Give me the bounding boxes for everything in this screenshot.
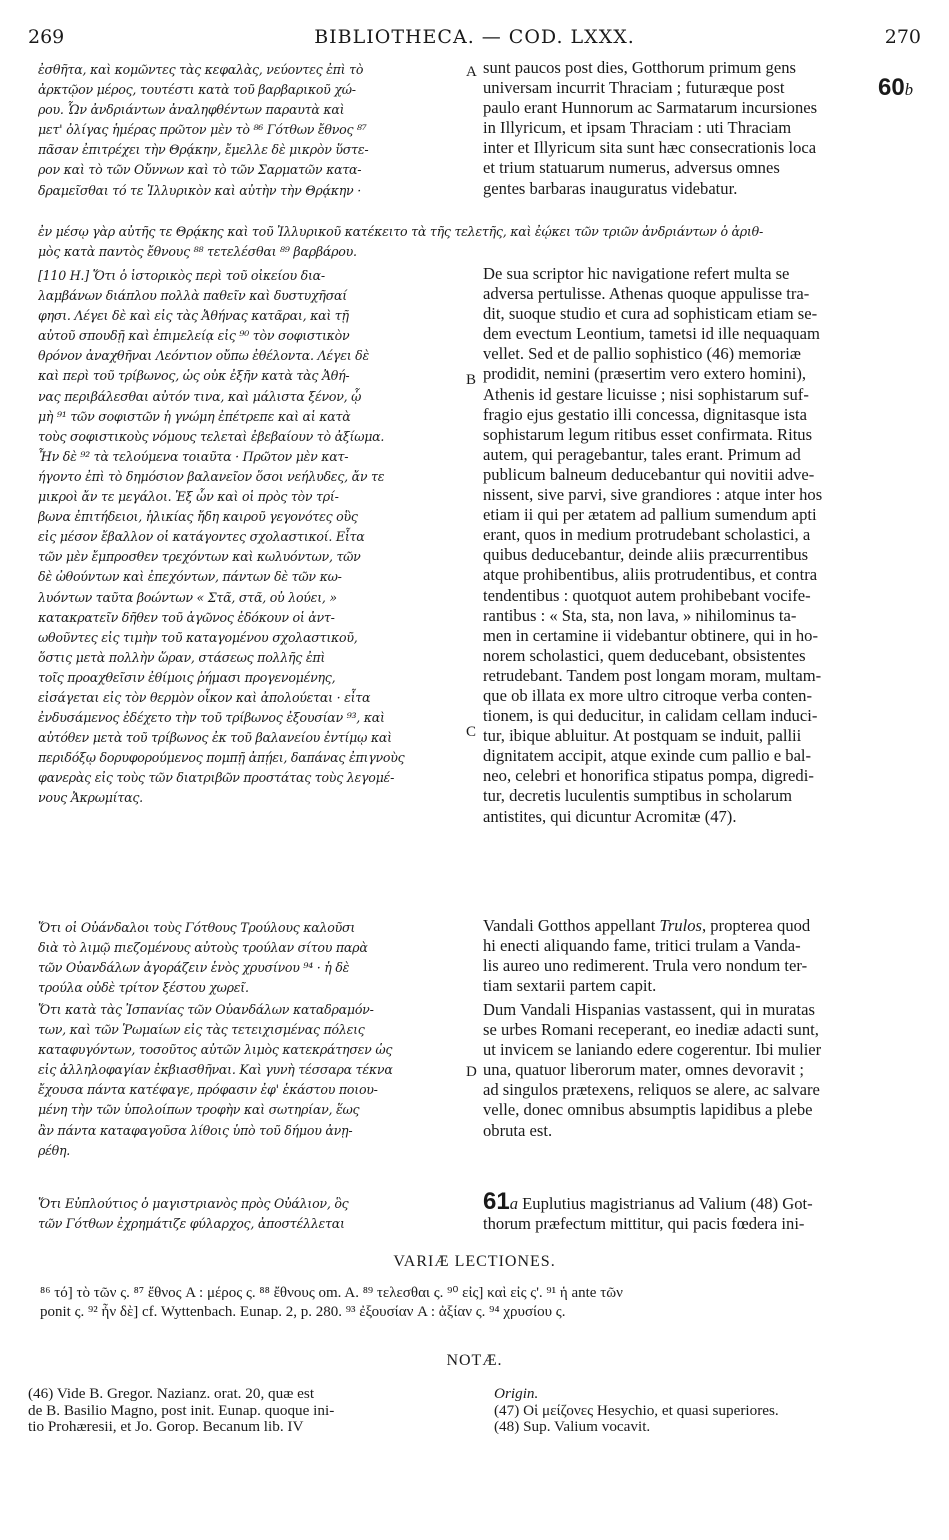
text-line: τοῖς προαχθεῖσιν ἐθίμοις ῥήμασι προγενομένης,	[38, 669, 336, 685]
text-line: περιδόξῳ δορυφορούμενος πομπῇ ἀπῄει, δαπάνας ἐπιγνοὺς	[38, 750, 405, 766]
text-line: tendentibus : quotquot autem prohibebant vocife-	[483, 585, 811, 605]
text-line: publicum balneum deducebantur qui novitii adve-	[483, 464, 815, 484]
text-line: μένη τὴν τῶν ὑπολοίπων τροφὴν καὶ σωτηρίαν, ἕως	[38, 1102, 360, 1118]
text-line: δραμεῖσθαι τό τε Ἰλλυρικὸν καὶ αὐτὴν τὴν Θρᾴκην ·	[38, 182, 361, 198]
text-line: sophistarum legum ritibus esset confirmata. Ritus	[483, 424, 813, 444]
margin-letter-c: C	[466, 724, 477, 740]
text-line: Ὅτι οἱ Οὐάνδαλοι τοὺς Γότθους Τρούλους καλοῦσι	[38, 920, 356, 935]
margin-letter-a: A	[466, 64, 477, 80]
text-line: adversa pertulisse. Athenas quoque appulisse tra-	[483, 284, 810, 304]
text-line: ἔχουσα πάντα κατέφαγε, πρόφασιν ἐφ' ἑκάστου ποιου-	[38, 1082, 378, 1098]
greek-full-width-lines	[38, 222, 918, 262]
text-line: λαμβάνων διάπλου πολλὰ παθεῖν καὶ δυστυχῆσαί	[38, 288, 347, 304]
variae-lectiones-heading: VARIÆ LECTIONES.	[393, 1253, 556, 1270]
text-line: 61a Euplutius magistrianus ad Valium (48) Got-	[483, 1192, 913, 1214]
text-line: μὸς κατὰ παντὸς ἔθνους ⁸⁸ τετελέσθαι ⁸⁹ βαρβάρου.	[38, 244, 357, 260]
text-line: ut invicem se laniando edere cogerentur. Ibi mulier	[483, 1040, 822, 1060]
text-line: φανερὰς εἰς τοὺς τῶν διατριβῶν προστάτας τοὺς λεγομέ-	[38, 770, 395, 786]
text-line: erant, quos in medium protrudebant scholastici, a	[483, 525, 811, 545]
text-line: vellet. Sed et de pallio sophistico (46) memoriæ	[483, 344, 801, 364]
text-line: ἐσθῆτα, καὶ κομῶντες τὰς κεφαλὰς, νεύοντες ἐπὶ τὸ	[38, 62, 364, 77]
text-line: μὴ ⁹¹ τῶν σοφιστῶν ἡ γνώμη ἐπέτρεπε καὶ αἱ κατὰ	[38, 408, 351, 424]
greek-text-block-3	[38, 918, 462, 998]
text-line: αὐτοῦ σπουδῇ καὶ ἐπιμελείᾳ εἰς ⁹⁰ τὸν σοφιστικὸν	[38, 328, 350, 344]
text-line: καταφυγόντων, τοσοῦτος αὐτῶν λιμὸς κατεκράτησεν ὡς	[38, 1042, 393, 1058]
text-line: atque prohibentibus, aliis protrudentibus, et contra	[483, 565, 818, 585]
text-line: νους Ἀκρωμίτας.	[38, 790, 143, 806]
text-line: ponit ς. ⁹² ἦν δὲ] cf. Wyttenbach. Eunap. 2, p. 280. ⁹³ ἐξουσίαν A : ἀξίαν ς. ⁹⁴ χρυσίου ς.	[40, 1304, 566, 1320]
folio-marker: 61	[483, 1192, 510, 1215]
text-line: rantibus : « Sta, sta, non lava, » nihilominus ta-	[483, 605, 797, 625]
text-line: retrudebant. Tandem post longam moram, multam-	[483, 665, 822, 685]
text-line: ήγοντο ἐπὶ τὸ δημόσιον βαλανεῖον ὅσοι νεήλυδες, ἄν τε	[38, 468, 385, 484]
text-line: norem scholastici, quem deducebant, obsistentes	[483, 645, 806, 665]
note-line: (46) Vide B. Gregor. Nazianz. orat. 20, quæ est	[28, 1386, 315, 1402]
text-line: των, καὶ τῶν Ῥωμαίων εἰς τὰς τετειχισμένας πόλεις	[38, 1022, 365, 1038]
note-line: de B. Basilio Magno, post init. Eunap. quoque ini-	[28, 1402, 335, 1419]
text-line: prodidit, nemini (præsertim vero extero homini),	[483, 364, 807, 384]
text-line: quibus deducebantur, deinde aliis præcurrentibus	[483, 545, 809, 565]
text-line: τῶν Γότθων ἐχρημάτιζε φύλαρχος, ἀποστέλλεται	[38, 1216, 345, 1232]
text-line: etiam ii qui per ætatem ad pallium sumendum apti	[483, 505, 817, 525]
text-line: obruta est.	[483, 1120, 553, 1140]
folio-marker: 60b	[878, 74, 913, 102]
text-line: dit, suoque studio et cura ad sophisticam etiam se-	[483, 304, 818, 324]
text-line: autem, qui peragebantur, tales erant. Primum ad	[483, 444, 801, 464]
greek-text-block-2	[38, 266, 462, 809]
latin-text-block-4	[483, 1000, 913, 1141]
text-line: Ὅτι Εὐπλούτιος ὁ μαγιστριανὸς πρὸς Οὐάλιον, ὃς	[38, 1196, 349, 1211]
greek-text-block-4	[38, 1000, 462, 1161]
right-page-number: 270	[884, 26, 921, 48]
text-line: De sua scriptor hic navigatione refert multa se	[483, 264, 790, 283]
text-line: εἰς μέσον ἔβαλλον οἱ κατάγοντες σχολαστικοί. Εἶτα	[38, 529, 365, 545]
latin-text-block-3	[483, 916, 913, 996]
text-line: neo, celebri et honorifica stipatus pompa, digredi-	[483, 766, 814, 786]
text-line: αὐτόθεν μετὰ τοῦ τρίβωνος ἐκ τοῦ βαλανείου ἐντίμῳ καὶ	[38, 730, 392, 746]
text-line: μετ' ὀλίγας ἡμέρας πρῶτον μὲν τὸ ⁸⁶ Γότθων ἔθνος ⁸⁷	[38, 122, 367, 138]
note-line: Origin.	[494, 1386, 539, 1402]
left-page-number: 269	[28, 26, 65, 48]
notae-left-column	[28, 1386, 468, 1436]
text-line: Dum Vandali Hispanias vastassent, qui in muratas	[483, 1000, 815, 1019]
text-line: velle, donec omnibus absumptis lapidibus a plebe	[483, 1100, 813, 1120]
text-line: se urbes Romani receperant, eo inediæ adacti sunt,	[483, 1020, 819, 1040]
latin-text-block-1	[483, 58, 913, 199]
latin-text-block-2	[483, 264, 913, 827]
text-line: διὰ τὸ λιμῷ πιεζομένους αὐτοὺς τρούλαν σίτου παρὰ	[38, 940, 368, 956]
text-line: ἂν πάντα καταφαγοῦσα λίθοις ὑπὸ τοῦ δήμου ἀνῃ-	[38, 1122, 353, 1138]
text-line: que ob illata ex more ultro citroque verba conten-	[483, 685, 812, 705]
text-line: [110 H.] Ὅτι ὁ ἱστορικὸς περὶ τοῦ οἰκείου δια-	[38, 268, 325, 283]
text-line: tiam sextarii partem capit.	[483, 976, 657, 996]
notae-right-column	[494, 1386, 924, 1436]
margin-letter-d: D	[466, 1064, 477, 1080]
text-line: Vandali Gotthos appellant Trulos, propterea quod	[483, 916, 811, 935]
text-line: fragio ejus gestatio illi concessa, dignitasque ista	[483, 404, 807, 424]
text-line: καὶ περὶ τοῦ τρίβωνος, ὡς οὐκ ἐξῆν κατὰ τὰς Ἀθή-	[38, 368, 350, 384]
text-line: universam incurrit Thraciam ; futuræque post 60b	[483, 74, 913, 102]
text-line: una, quatuor liberorum mater, omnes devoravit ;	[483, 1060, 804, 1080]
text-line: hi enecti aliquando fame, tritici trulam a Vanda-	[483, 936, 801, 956]
text-line: τοὺς σοφιστικοὺς νόμους τελεταὶ ἐβεβαίουν τὸ ἀξίωμα.	[38, 428, 385, 444]
text-line: ωθοῦντες εἰς τιμὴν τοῦ καταγομένου σχολαστικοῦ,	[38, 629, 358, 645]
running-title: BIBLIOTHECA. — COD. LXXX.	[314, 26, 635, 48]
text-line: tur, decretis luculentis sumptibus in scholarum	[483, 786, 793, 806]
note-line: (47) Οἱ μείζονες Hesychio, et quasi superiores.	[494, 1402, 779, 1419]
text-line: lis aureo uno redimerent. Trula vero nondum ter-	[483, 956, 808, 976]
text-line: inter et Illyricum sita sunt hæc consecrationis loca	[483, 138, 817, 158]
text-line: ρέθη.	[38, 1142, 71, 1158]
text-line: ἐνδυσάμενος ἐδέχετο τὴν τοῦ τρίβωνος ἐξουσίαν ⁹³, καὶ	[38, 710, 385, 726]
text-line: βωνα ἐπιτήδειοι, ἡλικίας ἤδη καιροῦ γεγονότες οὓς	[38, 509, 358, 525]
text-line: Ἦν δὲ ⁹² τὰ τελούμενα τοιαῦτα · Πρῶτον μὲν κατ-	[38, 448, 349, 464]
running-header	[28, 26, 921, 56]
text-line: ὅστις μετὰ πολλὴν ὥραν, στάσεως πολλῆς ἐπὶ	[38, 649, 326, 665]
text-line: λυόντων ταῦτα βοώντων « Στᾶ, στᾶ, οὐ λούει, »	[38, 589, 337, 605]
text-line: Ὅτι κατὰ τὰς Ἰσπανίας τῶν Οὐανδάλων καταδραμόν-	[38, 1002, 374, 1017]
note-line: tio Prohæresii, et Jo. Gorop. Becanum lib. IV	[28, 1419, 304, 1435]
text-line: ἀρκτῷον μέρος, τουτέστι κατὰ τοῦ βαρβαρικοῦ χώ-	[38, 82, 356, 98]
text-line: antistites, qui dicuntur Acromitæ (47).	[483, 806, 737, 826]
text-line: τρούλα οὐδὲ τρίτον ξέστου χωρεῖ.	[38, 980, 249, 996]
text-line: nissent, sive parvi, sive grandiores : atque inter hos	[483, 485, 823, 505]
notae-heading: NOTÆ.	[446, 1352, 503, 1369]
text-line: κατακρατεῖν δῆθεν τοῦ ἀγῶνος ἐδόκουν οἱ ἀντ-	[38, 609, 335, 625]
text-line: dem evectum Leontium, tametsi id ille nequaquam	[483, 324, 820, 344]
greek-text-block-1	[38, 60, 462, 201]
text-line: τῶν Οὐανδάλων ἀγοράζειν ἑνὸς χρυσίνου ⁹⁴ · ἡ δὲ	[38, 960, 350, 976]
text-line: thorum præfectum mittitur, qui pacis fœdera ini-	[483, 1214, 805, 1234]
greek-text-block-5	[38, 1194, 462, 1234]
text-line: ⁸⁶ τό] τὸ τῶν ς. ⁸⁷ ἔθνος A : μέρος ς. ⁸⁸ ἔθνους om. A. ⁸⁹ τελεσθαι ς. ⁹⁰ εἰς] καὶ εἰς ς'. ⁹¹ ἡ ante τῶν	[40, 1285, 623, 1301]
text-line: dignitatem accipit, atque exinde cum pallio e bal-	[483, 746, 812, 766]
text-line: paulo erant Hunnorum ac Sarmatarum incursiones	[483, 98, 818, 118]
text-line: men in certamine ii videbantur obtinere, qui in ho-	[483, 625, 819, 645]
text-line: gentes barbaras inauguratus videbatur.	[483, 178, 738, 198]
text-line: ad singulos prætexens, reliquos se alere, ac salvare	[483, 1080, 820, 1100]
text-line: tur, ibique abluitur. At postquam se induit, pallii	[483, 726, 802, 746]
text-line: sunt paucos post dies, Gotthorum primum gens	[483, 58, 796, 77]
variae-lectiones-text	[40, 1284, 920, 1322]
text-line: εἰσάγεται εἰς τὸν θερμὸν οἶκον καὶ ἀπολούεται · εἶτα	[38, 689, 371, 705]
text-line: δὲ ὠθούντων καὶ ἐπεχόντων, πάντων δὲ τῶν κω-	[38, 569, 342, 585]
latin-text-block-5	[483, 1192, 913, 1234]
text-line: τῶν μὲν ἔμπροσθεν τρεχόντων καὶ κωλυόντων, τῶν	[38, 549, 361, 565]
text-line: et trium statuarum numerus, adversus omnes	[483, 158, 780, 178]
text-line: πᾶσαν ἐπιτρέχει τὴν Θρᾴκην, ἔμελλε δὲ μικρὸν ὕστε-	[38, 142, 369, 158]
text-line: ἐν μέσῳ γὰρ αὐτῆς τε Θρᾴκης καὶ τοῦ Ἰλλυρικοῦ κατέκειτο τὰ τῆς τελετῆς, καὶ ἐῴκει τῶν τριῶν ἀνδριάντων ὁ ἀριθ-	[38, 224, 763, 239]
text-line: ρον καὶ τὸ τῶν Οὔννων καὶ τὸ τῶν Σαρματῶν κατα-	[38, 162, 362, 178]
note-line: (48) Sup. Valium vocavit.	[494, 1419, 651, 1435]
text-line: εἰς ἀλληλοφαγίαν ἐκβιασθῆναι. Καὶ γυνὴ τέσσαρα τέκνα	[38, 1062, 393, 1078]
text-line: νας περιβάλεσθαι αὐτόν τινα, καὶ μάλιστα ξένον, ᾧ	[38, 388, 362, 404]
text-line: tionem, is qui deducitur, in calidam cellam induci-	[483, 706, 818, 726]
text-line: Athenis id gestare licuisse ; nisi sophistarum suf-	[483, 384, 809, 404]
text-line: φησι. Λέγει δὲ καὶ εἰς τὰς Ἀθήνας κατᾶραι, καὶ τῇ	[38, 308, 349, 324]
margin-letter-b: B	[466, 372, 477, 388]
text-line: in Illyricum, et ipsam Thraciam : uti Thraciam	[483, 118, 792, 138]
text-line: θρόνον ἀναχθῆναι Λεόντιον οὔπω ἐθέλοντα. Λέγει δὲ	[38, 348, 369, 364]
text-line: ρου. Ὧν ἀνδριάντων ἀναληφθέντων παραυτὰ καὶ	[38, 102, 345, 118]
text-line: μικροὶ ἄν τε μεγάλοι. Ἐξ ὧν καὶ οἱ πρὸς τὸν τρί-	[38, 489, 339, 505]
